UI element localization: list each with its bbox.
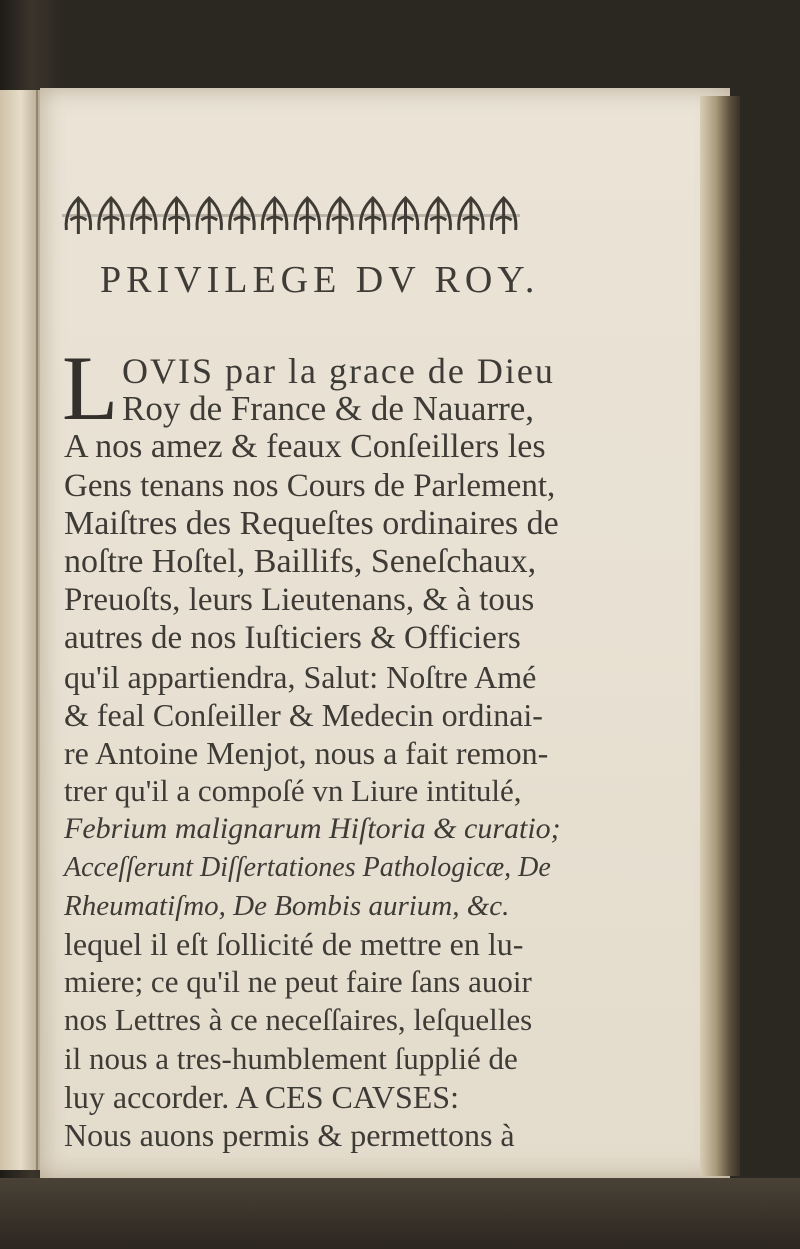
text-line: noſtre Hoſtel, Baillifs, Seneſchaux, <box>64 543 537 580</box>
text-line-italic: Febrium malignarum Hiſtoria & curatio; <box>64 812 561 846</box>
text-line: Nous auons permis & permettons à <box>64 1117 515 1153</box>
text-line: autres de nos Iuſticiers & Officiers <box>64 620 521 657</box>
text-line: trer qu'il a compoſé vn Liure intitulé, <box>64 773 522 809</box>
fleuron-ornament-icon <box>62 190 520 244</box>
text-line: Roy de France & de Nauarre, <box>122 389 535 429</box>
text-line: il nous a tres-humblement ſupplié de <box>64 1040 518 1076</box>
text-line: qu'il appartiendra, Salut: Noſtre Amé <box>64 658 537 695</box>
text-line: Gens tenans nos Cours de Parlement, <box>64 467 556 504</box>
text-line-italic: Rheumatiſmo, De Bombis aurium, &c. <box>64 889 510 922</box>
text-line: & feal Conſeiller & Medecin ordinai- <box>64 696 543 733</box>
text-line: A nos amez & feaux Conſeillers les <box>64 428 546 466</box>
ornament-band <box>62 190 520 244</box>
bottom-shadow <box>0 1178 800 1249</box>
text-line: miere; ce qu'il ne peut faire ſans auoir <box>64 964 532 1000</box>
page-heading: PRIVILEGE DV ROY. <box>100 259 540 301</box>
text-line: re Antoine Menjot, nous a fait remon- <box>64 735 549 771</box>
text-line: luy accorder. A CES CAVSES: <box>64 1078 459 1115</box>
text-line: nos Lettres à ce neceſſaires, leſquelles <box>64 1002 533 1038</box>
text-line: OVIS par la grace de Dieu <box>122 351 555 391</box>
text-line-italic: Acceſſerunt Diſſertationes Pathologicæ, De <box>64 851 551 883</box>
text-line: Preuoſts, leurs Lieutenans, & à tous <box>64 582 535 619</box>
text-line: Maiſtres des Requeſtes ordinaires de <box>64 504 559 542</box>
drop-cap: L <box>62 337 119 439</box>
text-line: lequel il eſt ſollicité de mettre en lu- <box>64 926 524 962</box>
page-edge-right <box>700 96 740 1176</box>
